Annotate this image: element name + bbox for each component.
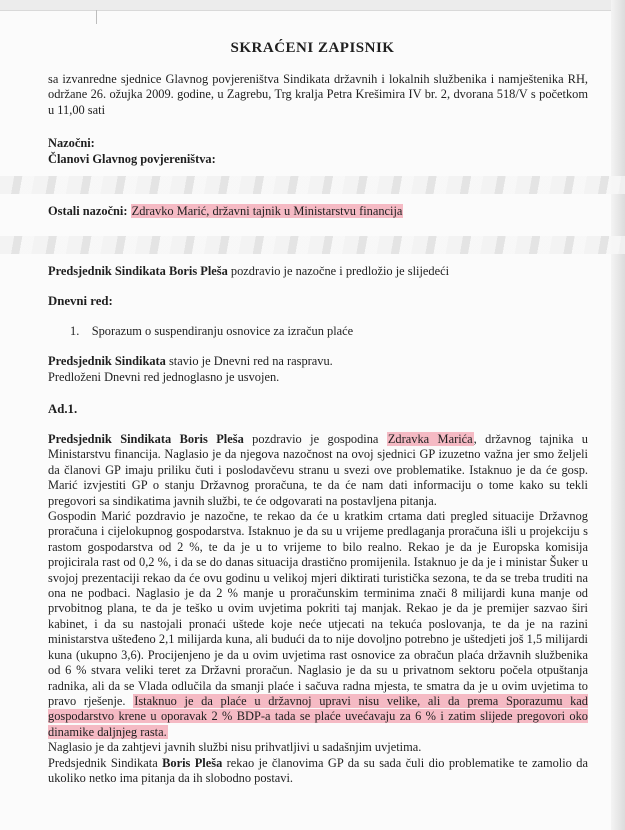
greeting-line (48, 264, 588, 279)
others-present (48, 204, 588, 219)
p1-highlight: Zdravka Marića (387, 432, 473, 446)
paragraph-3: Naglasio je da zahtjevi javnih službi nisu prihvatljivi u sadašnjim uvjetima. (48, 740, 422, 755)
intro-paragraph: sa izvanredne sjednice Glavnog povjereništva Sindikata državnih i lokalnih službenika i namještenika RH, održane 26. ožujka 2009. godine, u Zagrebu, Trg kralja Petra Krešimira IV br. 2, dvorana 518/V s početkom u 11,00 sati (48, 72, 588, 117)
page-edge-shadow (611, 0, 625, 830)
agenda-item-number: 1. (70, 324, 80, 338)
members-label: Članovi Glavnog povjereništva: (48, 152, 216, 166)
agenda-put-text: stavio je Dnevni red na raspravu. (165, 354, 333, 368)
present-label: Nazočni: (48, 136, 95, 150)
ad1-heading: Ad.1. (48, 402, 78, 416)
others-value-highlight: Zdravko Marić, državni tajnik u Ministarstvu financija (131, 204, 403, 218)
torn-redaction-1 (0, 176, 625, 194)
agenda-put-line (48, 354, 588, 369)
agenda-item-1 (70, 324, 353, 339)
p1-text-a: pozdravio je gospodina (243, 432, 387, 446)
torn-redaction-2 (0, 236, 625, 254)
greeting-text: pozdravio je nazočne i predložio je slijedeći (227, 264, 450, 278)
p4-text-b: rekao je članovima GP da su sada čuli dio problematike te zamolio da ukoliko netko ima pitanja da ih slobodno postavi. (48, 755, 588, 785)
paragraph-1 (48, 432, 588, 786)
p1-speaker: Predsjednik Sindikata Boris Pleša (48, 432, 244, 446)
p1-text-b: , državnog tajnika u Ministarstvu financija. Naglasio je da njegova nazočnost na ovoj sjednici GP izuzetno važna jer smo željeli da članovi GP imaju priliku čuti i poslodavčevu stranu u svezi ove problematike. Istaknuo je da će gosp. Marić izvjestiti GP o stanju Državnog proračuna, te da će nam dati informaciju o tome kako su tekli pregovori sa sindikatima javnih službi, te će odgovarati na postavljena pitanja. (48, 432, 588, 508)
agenda-label: Dnevni red: (48, 294, 113, 308)
agenda-item-text: Sporazum o suspendiranju osnovice za izračun plaće (91, 324, 354, 338)
p4-text-a: Predsjednik Sindikata (48, 755, 163, 770)
greeting-speaker: Predsjednik Sindikata Boris Pleša (48, 264, 228, 278)
p4-speaker: Boris Pleša (162, 755, 223, 770)
p2-highlight: Istaknuo je da plaće u državnoj upravi nisu velike, ali da prema Sporazumu kad gospodarstvo krene u oporavak 2 % BDP-a tada se plaće uvećavaju za 6 % i zatim slijede pregovori oko dinamike daljnjeg rasta. (48, 693, 588, 739)
scan-border (0, 10, 97, 24)
document-title: SKRAĆENI ZAPISNIK (230, 40, 395, 56)
agenda-adopted: Predloženi Dnevni red jednoglasno je usvojen. (48, 370, 280, 384)
p2-text: Gospodin Marić pozdravio je nazočne, te rekao da će u kratkim crtama dati pregled situacije Državnog proračuna i cijelokupnog gospodarstva. Istaknuo je da su u vrijeme predlaganja proračuna išli u projekciju s rastom gospodarstva od 2 %, te da je u to vrijeme to bilo realno. Rekao je da je Europska komisija projicirala rast od 0,2 %, i da se do danas situacija drastično promijenila. Istaknuo je da je i ministar Šuker u svojoj prezentaciji rekao da će ovu godinu u velikoj mjeri diktirati turistička sezona, te da se treba truditi na ona ne podbaci. Naglasio je da 2 % manje u proračunskim terminima znači 8 milijardi kuna manje od prvobitnog plana, te da je teško u ovim uvjetima pokriti taj manjak. Rekao je da je premijer sazvao širi kabinet, i da su nastojali pronaći uštede koje neće utjecati na tekuća poslovanja, te da je na razini ministarstva ušteđeno 2,1 milijarda kuna, ali budući da to nije dovoljno potrebno je uštedjeti još 1,5 milijardi kuna (ukupno 3,6). Procijenjeno je da u ovim uvjetima rast osnovice za obračun plaća državnih službenika od 6 % stvara veliki teret za Državni proračun. Naglasio je da su u privatnom sektoru počela otpuštanja radnika, ali da se Vlada odlučila da smanji plaće i sačuva radna mjesta, te smatra da je u ovim uvjetima to pravo rješenje. (48, 509, 588, 708)
others-label: Ostali nazočni: (48, 204, 128, 218)
agenda-put-speaker: Predsjednik Sindikata (48, 354, 166, 368)
